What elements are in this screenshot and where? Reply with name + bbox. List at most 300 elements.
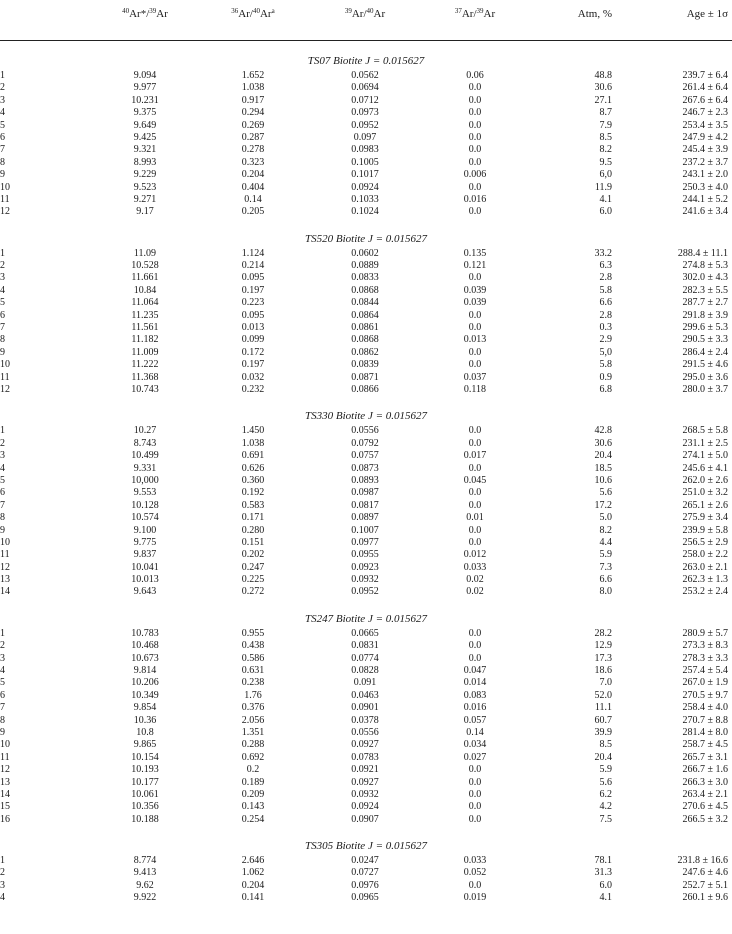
ar40-ar39-value: 9.17 xyxy=(136,206,154,218)
ar36-ar40-value: 0.269 xyxy=(241,119,265,131)
ar37-ar39-value: 0.0 xyxy=(468,156,482,168)
ar36-ar40-value: 0.095 xyxy=(241,309,265,321)
ar37-ar39-value: 0.045 xyxy=(463,474,487,486)
ar37-ar39-value: 0.118 xyxy=(463,383,487,395)
age-value: 262.0 ± 2.6 xyxy=(682,474,728,486)
age-value: 295.0 ± 3.6 xyxy=(682,371,728,383)
ar39-ar40-value: 0.0831 xyxy=(351,640,379,652)
atm-percent-value: 0.3 xyxy=(599,322,612,334)
ar37-ar39-value: 0.0 xyxy=(468,764,482,776)
header-39ar-40ar: $^{39}$Ar/$^{40}$Ar xyxy=(344,7,386,20)
atm-percent-value: 8.2 xyxy=(599,144,612,156)
table-row xyxy=(0,752,732,764)
step-number: 3 xyxy=(0,94,5,106)
ar36-ar40-value: 0.225 xyxy=(241,574,265,586)
atm-percent-value: 7.9 xyxy=(599,119,612,131)
table-row xyxy=(0,95,732,107)
ar37-ar39-value: 0.0 xyxy=(468,801,482,813)
table-row xyxy=(0,677,732,689)
table-row xyxy=(0,549,732,561)
ar36-ar40-value: 0.192 xyxy=(241,487,265,499)
atm-percent-value: 52.0 xyxy=(594,689,612,701)
table-row xyxy=(0,132,732,144)
ar36-ar40-value: 0.204 xyxy=(241,169,265,181)
header-age: Age ± 1σ xyxy=(686,8,728,20)
age-value: 302.0 ± 4.3 xyxy=(682,272,728,284)
ar37-ar39-value: 0.012 xyxy=(463,549,487,561)
ar36-ar40-value: 0.171 xyxy=(241,512,265,524)
table-row xyxy=(0,855,732,867)
ar37-ar39-value: 0.135 xyxy=(463,247,487,259)
step-number: 7 xyxy=(0,499,5,511)
ar39-ar40-value: 0.0712 xyxy=(351,94,379,106)
ar40-ar39-value: 11.064 xyxy=(131,297,159,309)
ar39-ar40-value: 0.0897 xyxy=(351,512,379,524)
atm-percent-value: 60.7 xyxy=(594,714,612,726)
age-value: 274.8 ± 5.3 xyxy=(682,260,728,272)
ar37-ar39-value: 0.0 xyxy=(468,813,482,825)
ar39-ar40-value: 0.0952 xyxy=(351,586,379,598)
ar40-ar39-value: 9.837 xyxy=(133,549,157,561)
ar37-ar39-value: 0.0 xyxy=(468,94,482,106)
ar36-ar40-value: 0.692 xyxy=(241,751,265,763)
table-row xyxy=(0,640,732,652)
table-row xyxy=(0,537,732,549)
ar37-ar39-value: 0.033 xyxy=(463,855,487,867)
age-value: 267.6 ± 6.4 xyxy=(682,94,728,106)
table-row xyxy=(0,777,732,789)
atm-percent-value: 33.2 xyxy=(594,247,612,259)
ar36-ar40-value: 1.062 xyxy=(241,867,265,879)
age-value: 286.4 ± 2.4 xyxy=(682,346,728,358)
step-number: 2 xyxy=(0,640,5,652)
atm-percent-value: 5.8 xyxy=(599,284,612,296)
ar36-ar40-value: 0.189 xyxy=(241,776,265,788)
ar36-ar40-value: 0.278 xyxy=(241,144,265,156)
atm-percent-value: 8.0 xyxy=(599,586,612,598)
ar37-ar39-value: 0.121 xyxy=(463,260,487,272)
ar36-ar40-value: 0.438 xyxy=(241,640,265,652)
ar39-ar40-value: 0.0965 xyxy=(351,892,379,904)
atm-percent-value: 7.5 xyxy=(599,813,612,825)
ar37-ar39-value: 0.0 xyxy=(468,144,482,156)
age-value: 274.1 ± 5.0 xyxy=(682,450,728,462)
ar37-ar39-value: 0.083 xyxy=(463,689,487,701)
ar37-ar39-value: 0.02 xyxy=(466,586,484,598)
ar37-ar39-value: 0.02 xyxy=(466,574,484,586)
ar37-ar39-value: 0.0 xyxy=(468,524,482,536)
table-row xyxy=(0,425,732,437)
table-row xyxy=(0,500,732,512)
ar37-ar39-value: 0.0 xyxy=(468,776,482,788)
ar37-ar39-value: 0.0 xyxy=(468,499,482,511)
step-number: 13 xyxy=(0,776,10,788)
step-number: 12 xyxy=(0,206,10,218)
ar40-ar39-value: 10.528 xyxy=(131,260,159,272)
ar40-ar39-value: 9.854 xyxy=(133,702,157,714)
ar37-ar39-value: 0.0 xyxy=(468,309,482,321)
table-row xyxy=(0,463,732,475)
atm-percent-value: 4.2 xyxy=(599,801,612,813)
atm-percent-value: 5.9 xyxy=(599,764,612,776)
step-number: 7 xyxy=(0,702,5,714)
section-title: TS247 Biotite J = 0.015627 xyxy=(305,612,427,625)
ar37-ar39-value: 0.006 xyxy=(463,169,487,181)
ar37-ar39-value: 0.047 xyxy=(463,665,487,677)
ar37-ar39-value: 0.039 xyxy=(463,284,487,296)
step-number: 8 xyxy=(0,156,5,168)
ar36-ar40-value: 0.917 xyxy=(241,94,265,106)
step-number: 9 xyxy=(0,524,5,536)
age-value: 299.6 ± 5.3 xyxy=(682,322,728,334)
atm-percent-value: 6.6 xyxy=(599,574,612,586)
age-value: 261.4 ± 6.4 xyxy=(682,82,728,94)
ar36-ar40-value: 1.038 xyxy=(241,437,265,449)
age-value: 246.7 ± 2.3 xyxy=(682,107,728,119)
atm-percent-value: 5.6 xyxy=(599,487,612,499)
atm-percent-value: 4.1 xyxy=(599,193,612,205)
header-37ar-39ar: $^{37}$Ar/$^{39}$Ar xyxy=(454,7,496,20)
age-value: 241.6 ± 3.4 xyxy=(682,206,728,218)
ar39-ar40-value: 0.0792 xyxy=(351,437,379,449)
section-title: TS330 Biotite J = 0.015627 xyxy=(305,410,427,423)
step-number: 5 xyxy=(0,119,5,131)
ar37-ar39-value: 0.01 xyxy=(466,512,484,524)
ar36-ar40-value: 1.652 xyxy=(241,70,265,81)
step-number: 11 xyxy=(0,751,10,763)
step-number: 9 xyxy=(0,726,5,738)
ar37-ar39-value: 0.052 xyxy=(463,867,487,879)
age-value: 266.3 ± 3.0 xyxy=(682,776,728,788)
ar37-ar39-value: 0.0 xyxy=(468,462,482,474)
table-row xyxy=(0,372,732,384)
atm-percent-value: 20.4 xyxy=(594,751,612,763)
ar37-ar39-value: 0.0 xyxy=(468,879,482,891)
ar39-ar40-value: 0.0932 xyxy=(351,788,379,800)
table-row xyxy=(0,814,732,826)
ar40-ar39-value: 10.574 xyxy=(131,512,159,524)
section-spacer xyxy=(0,396,732,408)
ar36-ar40-value: 0.626 xyxy=(241,462,265,474)
section-spacer xyxy=(0,599,732,611)
ar39-ar40-value: 0.0828 xyxy=(351,665,379,677)
age-value: 290.5 ± 3.3 xyxy=(682,334,728,346)
table-row xyxy=(0,525,732,537)
ar36-ar40-value: 0.247 xyxy=(241,561,265,573)
ar40-ar39-value: 10.36 xyxy=(133,714,157,726)
atm-percent-value: 5.9 xyxy=(599,549,612,561)
ar36-ar40-value: 0.238 xyxy=(241,677,265,689)
ar40-ar39-value: 9.094 xyxy=(133,70,157,81)
ar36-ar40-value: 0.141 xyxy=(241,892,265,904)
step-number: 4 xyxy=(0,462,5,474)
step-number: 14 xyxy=(0,586,10,598)
ar40-ar39-value: 9.100 xyxy=(133,524,157,536)
ar36-ar40-value: 0.205 xyxy=(241,206,265,218)
table-row xyxy=(0,120,732,132)
ar40-ar39-value: 10.499 xyxy=(131,450,159,462)
ar40-ar39-value: 9.62 xyxy=(136,879,154,891)
ar37-ar39-value: 0.027 xyxy=(463,751,487,763)
ar39-ar40-value: 0.0952 xyxy=(351,119,379,131)
ar39-ar40-value: 0.0924 xyxy=(351,181,379,193)
ar39-ar40-value: 0.0833 xyxy=(351,272,379,284)
age-value: 273.3 ± 8.3 xyxy=(682,640,728,652)
age-value: 288.4 ± 11.1 xyxy=(677,247,728,259)
ar39-ar40-value: 0.0774 xyxy=(351,652,379,664)
ar37-ar39-value: 0.013 xyxy=(463,334,487,346)
ar36-ar40-value: 0.360 xyxy=(241,474,265,486)
ar40-ar39-value: 10.041 xyxy=(131,561,159,573)
age-value: 239.9 ± 5.8 xyxy=(682,524,728,536)
ar37-ar39-value: 0.0 xyxy=(468,322,482,334)
atm-percent-value: 6,0 xyxy=(599,169,612,181)
table-row xyxy=(0,297,732,309)
ar40-ar39-value: 11.661 xyxy=(131,272,159,284)
ar36-ar40-value: 0.280 xyxy=(241,524,265,536)
ar37-ar39-value: 0.06 xyxy=(466,70,484,81)
age-value: 263.4 ± 2.1 xyxy=(682,788,728,800)
atm-percent-value: 0.9 xyxy=(599,371,612,383)
ar39-ar40-value: 0.0868 xyxy=(351,334,379,346)
ar36-ar40-value: 0.202 xyxy=(241,549,265,561)
ar39-ar40-value: 0.0602 xyxy=(351,247,379,259)
ar37-ar39-value: 0.016 xyxy=(463,702,487,714)
ar37-ar39-value: 0.039 xyxy=(463,297,487,309)
step-number: 2 xyxy=(0,437,5,449)
age-value: 263.0 ± 2.1 xyxy=(682,561,728,573)
step-number: 10 xyxy=(0,536,10,548)
table-row xyxy=(0,702,732,714)
ar39-ar40-value: 0.0866 xyxy=(351,383,379,395)
ar40-ar39-value: 10.154 xyxy=(131,751,159,763)
atm-percent-value: 20.4 xyxy=(594,450,612,462)
atm-percent-value: 28.2 xyxy=(594,627,612,639)
ar37-ar39-value: 0.0 xyxy=(468,788,482,800)
atm-percent-value: 27.1 xyxy=(594,94,612,106)
ar39-ar40-value: 0.1024 xyxy=(351,206,379,218)
ar37-ar39-value: 0.0 xyxy=(468,627,482,639)
ar36-ar40-value: 1.450 xyxy=(241,425,265,437)
atm-percent-value: 6.3 xyxy=(599,260,612,272)
ar40-ar39-value: 11.235 xyxy=(131,309,159,321)
ar40-ar39-value: 10.356 xyxy=(131,801,159,813)
table-row xyxy=(0,144,732,156)
atm-percent-value: 42.8 xyxy=(594,425,612,437)
ar36-ar40-value: 1.351 xyxy=(241,726,265,738)
age-value: 253.4 ± 3.5 xyxy=(682,119,728,131)
atm-percent-value: 8.2 xyxy=(599,524,612,536)
table-row xyxy=(0,359,732,371)
ar40-ar39-value: 10.128 xyxy=(131,499,159,511)
table-body xyxy=(0,53,732,905)
ar37-ar39-value: 0.0 xyxy=(468,346,482,358)
ar39-ar40-value: 0.0861 xyxy=(351,322,379,334)
atm-percent-value: 17.2 xyxy=(594,499,612,511)
step-number: 11 xyxy=(0,371,10,383)
ar39-ar40-value: 0.0817 xyxy=(351,499,379,511)
atm-percent-value: 6.2 xyxy=(599,788,612,800)
table-row xyxy=(0,182,732,194)
table-row xyxy=(0,789,732,801)
table-row xyxy=(0,285,732,297)
ar36-ar40-value: 2.056 xyxy=(241,714,265,726)
ar39-ar40-value: 0.0973 xyxy=(351,107,379,119)
age-value: 267.0 ± 1.9 xyxy=(682,677,728,689)
ar36-ar40-value: 0.254 xyxy=(241,813,265,825)
step-number: 2 xyxy=(0,260,5,272)
ar36-ar40-value: 0.143 xyxy=(241,801,265,813)
ar37-ar39-value: 0.0 xyxy=(468,131,482,143)
table-row xyxy=(0,586,732,598)
step-number: 8 xyxy=(0,714,5,726)
ar37-ar39-value: 0.14 xyxy=(466,726,484,738)
step-number: 13 xyxy=(0,574,10,586)
ar36-ar40-value: 0.586 xyxy=(241,652,265,664)
ar39-ar40-value: 0.0247 xyxy=(351,855,379,867)
ar39-ar40-value: 0.0757 xyxy=(351,450,379,462)
ar39-ar40-value: 0.0864 xyxy=(351,309,379,321)
ar40-ar39-value: 9.865 xyxy=(133,739,157,751)
ar40-ar39-value: 9.425 xyxy=(133,131,157,143)
ar40-ar39-value: 10.84 xyxy=(133,284,157,296)
age-value: 278.3 ± 3.3 xyxy=(682,652,728,664)
ar39-ar40-value: 0.0955 xyxy=(351,549,379,561)
ar40-ar39-value: 11.368 xyxy=(131,371,159,383)
ar39-ar40-value: 0.0556 xyxy=(351,425,379,437)
step-number: 10 xyxy=(0,359,10,371)
ar36-ar40-value: 1.038 xyxy=(241,82,265,94)
table-header xyxy=(0,0,732,41)
ar36-ar40-value: 0.376 xyxy=(241,702,265,714)
table-row xyxy=(0,82,732,94)
ar40-ar39-value: 8.993 xyxy=(133,156,157,168)
atm-percent-value: 31.3 xyxy=(594,867,612,879)
atm-percent-value: 8.5 xyxy=(599,131,612,143)
ar36-ar40-value: 1.124 xyxy=(241,247,265,259)
section-title: TS520 Biotite J = 0.015627 xyxy=(305,232,427,245)
ar40-ar39-value: 10.193 xyxy=(131,764,159,776)
table-row xyxy=(0,562,732,574)
section-spacer xyxy=(0,826,732,838)
ar39-ar40-value: 0.0987 xyxy=(351,487,379,499)
atm-percent-value: 11.9 xyxy=(594,181,612,193)
ar36-ar40-value: 0.294 xyxy=(241,107,265,119)
age-value: 237.2 ± 3.7 xyxy=(682,156,728,168)
ar36-ar40-value: 0.583 xyxy=(241,499,265,511)
ar39-ar40-value: 0.0927 xyxy=(351,739,379,751)
step-number: 12 xyxy=(0,383,10,395)
table-row xyxy=(0,512,732,524)
step-number: 1 xyxy=(0,627,5,639)
ar40-ar39-value: 9.331 xyxy=(133,462,157,474)
age-value: 266.5 ± 3.2 xyxy=(682,813,728,825)
ar37-ar39-value: 0.0 xyxy=(468,107,482,119)
table-row xyxy=(0,384,732,396)
age-value: 245.4 ± 3.9 xyxy=(682,144,728,156)
section-title: TS305 Biotite J = 0.015627 xyxy=(305,840,427,853)
ar39-ar40-value: 0.0665 xyxy=(351,627,379,639)
ar36-ar40-value: 0.197 xyxy=(241,359,265,371)
atm-percent-value: 18.6 xyxy=(594,665,612,677)
ar39-ar40-value: 0.0862 xyxy=(351,346,379,358)
step-number: 1 xyxy=(0,247,5,259)
ar39-ar40-value: 0.0977 xyxy=(351,536,379,548)
ar39-ar40-value: 0.0463 xyxy=(351,689,379,701)
atm-percent-value: 6.0 xyxy=(599,206,612,218)
atm-percent-value: 7.0 xyxy=(599,677,612,689)
atm-percent-value: 6.6 xyxy=(599,297,612,309)
ar37-ar39-value: 0.0 xyxy=(468,82,482,94)
ar40-ar39-value: 10.177 xyxy=(131,776,159,788)
age-value: 244.1 ± 5.2 xyxy=(682,193,728,205)
table-row xyxy=(0,487,732,499)
ar39-ar40-value: 0.0871 xyxy=(351,371,379,383)
ar40-ar39-value: 9.553 xyxy=(133,487,157,499)
ar39-ar40-value: 0.0889 xyxy=(351,260,379,272)
step-number: 7 xyxy=(0,144,5,156)
step-number: 10 xyxy=(0,181,10,193)
ar37-ar39-value: 0.0 xyxy=(468,652,482,664)
age-value: 270.5 ± 9.7 xyxy=(682,689,728,701)
ar39-ar40-value: 0.0694 xyxy=(351,82,379,94)
step-number: 9 xyxy=(0,346,5,358)
age-value: 265.7 ± 3.1 xyxy=(682,751,728,763)
atm-percent-value: 11.1 xyxy=(594,702,612,714)
age-value: 275.9 ± 3.4 xyxy=(682,512,728,524)
ar37-ar39-value: 0.037 xyxy=(463,371,487,383)
table-row xyxy=(0,653,732,665)
step-number: 4 xyxy=(0,665,5,677)
ar39-ar40-value: 0.0556 xyxy=(351,726,379,738)
step-number: 2 xyxy=(0,82,5,94)
ar36-ar40-value: 0.214 xyxy=(241,260,265,272)
table-row xyxy=(0,334,732,346)
step-number: 8 xyxy=(0,334,5,346)
table-row xyxy=(0,347,732,359)
step-number: 5 xyxy=(0,677,5,689)
ar40-ar39-value: 11.09 xyxy=(133,247,157,259)
ar39-ar40-value: 0.0901 xyxy=(351,702,379,714)
ar37-ar39-value: 0.019 xyxy=(463,892,487,904)
age-value: 270.6 ± 4.5 xyxy=(682,801,728,813)
ar37-ar39-value: 0.033 xyxy=(463,561,487,573)
ar40-ar39-value: 9.775 xyxy=(133,536,157,548)
ar37-ar39-value: 0.0 xyxy=(468,536,482,548)
header-40ar-39ar: $^{40}$Ar*/$^{39}$Ar xyxy=(122,7,168,20)
ar40-ar39-value: 10.27 xyxy=(133,425,157,437)
ar37-ar39-value: 0.0 xyxy=(468,425,482,437)
atm-percent-value: 2.9 xyxy=(599,334,612,346)
ar39-ar40-value: 0.0873 xyxy=(351,462,379,474)
age-value: 245.6 ± 4.1 xyxy=(682,462,728,474)
table-row xyxy=(0,248,732,260)
step-number: 1 xyxy=(0,855,5,867)
ar37-ar39-value: 0.016 xyxy=(463,193,487,205)
atm-percent-value: 8.5 xyxy=(599,739,612,751)
atm-percent-value: 12.9 xyxy=(594,640,612,652)
ar36-ar40-value: 0.204 xyxy=(241,879,265,891)
atm-percent-value: 4.1 xyxy=(599,892,612,904)
step-number: 6 xyxy=(0,689,5,701)
age-value: 291.8 ± 3.9 xyxy=(682,309,728,321)
step-number: 6 xyxy=(0,131,5,143)
step-number: 5 xyxy=(0,474,5,486)
age-value: 258.7 ± 4.5 xyxy=(682,739,728,751)
ar40-ar39-value: 10.743 xyxy=(131,383,159,395)
table-row xyxy=(0,715,732,727)
ar39-ar40-value: 0.091 xyxy=(353,677,377,689)
